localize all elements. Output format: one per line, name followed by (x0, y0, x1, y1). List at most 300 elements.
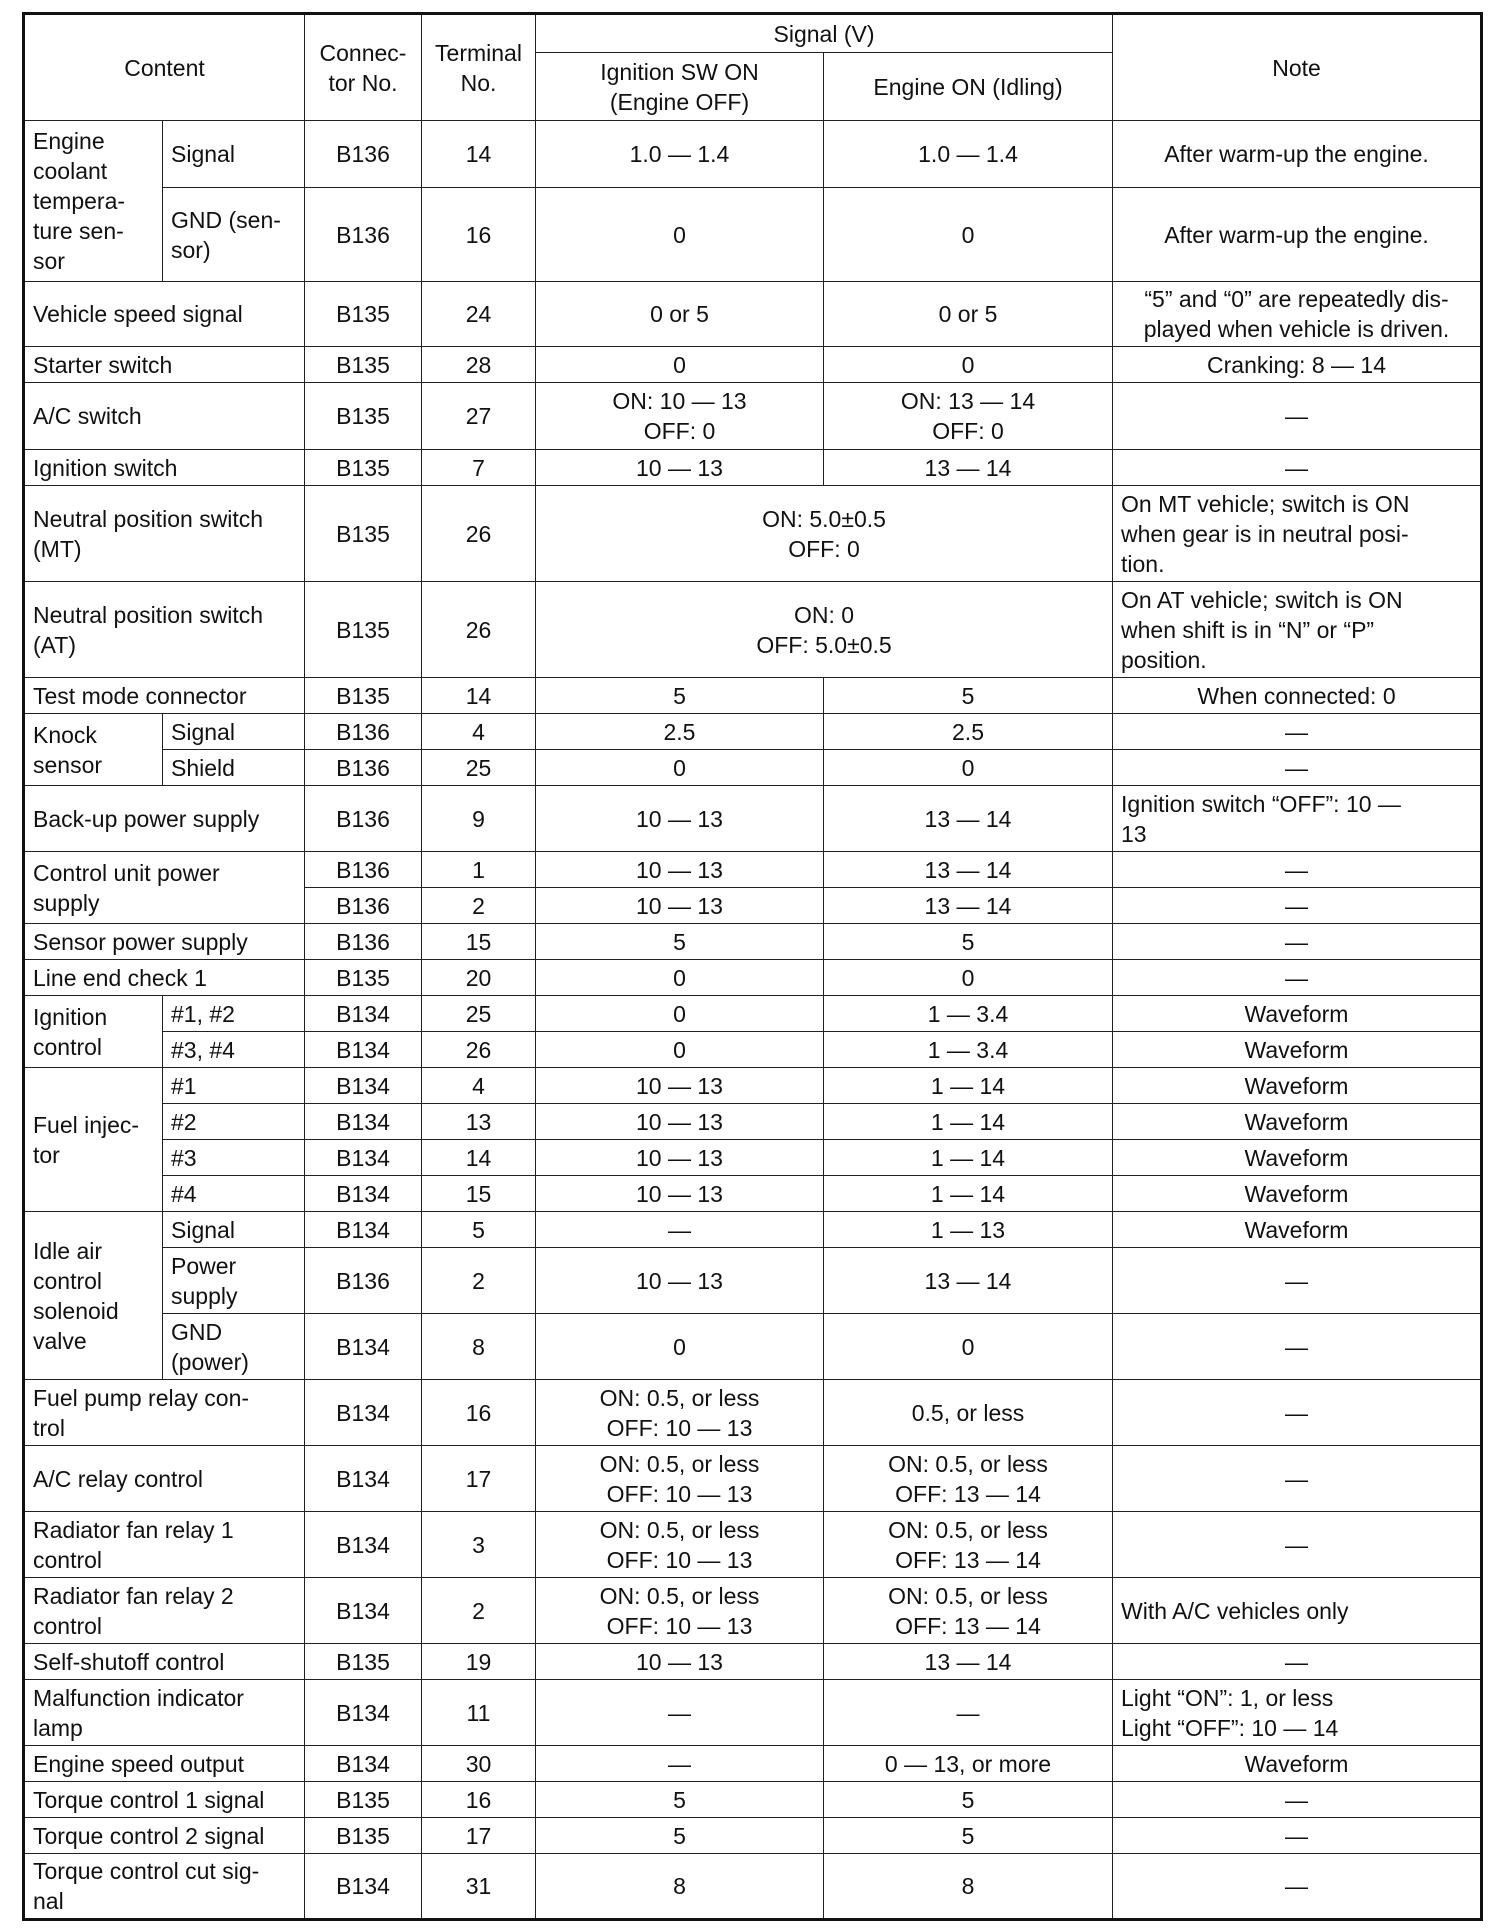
text-line: After warm-up the engine. (1164, 141, 1429, 167)
text-line: Malfunction indicator (33, 1684, 244, 1711)
connector-cell: B136 (305, 786, 422, 852)
text-line: Starter switch (33, 351, 173, 378)
text-line: 8 (961, 1873, 975, 1899)
text-line: 0 (961, 351, 975, 378)
connector-cell: B136 (305, 750, 422, 786)
text-line: 1 — 13 (930, 1216, 1006, 1243)
text-line: (power) (171, 1348, 249, 1375)
text-line: Sensor power supply (33, 928, 248, 955)
engine-on-cell (824, 996, 1113, 1032)
text-line: when gear is in neutral posi- (1121, 520, 1409, 547)
row-label (24, 786, 305, 852)
text-line: After warm-up the engine. (1164, 221, 1429, 248)
text-line: Knock (33, 721, 97, 748)
table-row (24, 852, 1482, 888)
note-cell (1113, 347, 1482, 383)
table-row (24, 1578, 1482, 1644)
ign-on-cell (536, 750, 824, 786)
text-line: 0 (673, 1000, 686, 1027)
text-line: Waveform (1244, 1036, 1349, 1063)
note-cell (1113, 960, 1482, 996)
text-line: 5 (961, 682, 975, 709)
engine-on-cell (824, 1782, 1113, 1818)
connector-cell: B135 (305, 1782, 422, 1818)
engine-on-cell (824, 888, 1113, 924)
connector-cell: B134 (305, 1176, 422, 1212)
engine-on-cell (824, 1068, 1113, 1104)
text-line: 10 — 13 (636, 1267, 723, 1294)
sub-label (163, 1248, 305, 1314)
engine-on-cell (824, 1032, 1113, 1068)
table-row (24, 786, 1482, 852)
text-line: Self-shutoff control (33, 1648, 225, 1675)
text-line: 13 — 14 (924, 454, 1012, 481)
terminal-cell: 16 (422, 188, 536, 282)
text-line: Ignition switch “OFF”: 10 — (1121, 790, 1401, 817)
sub-label (163, 1140, 305, 1176)
text-line: sensor (33, 751, 103, 778)
text-line: 10 — 13 (636, 1072, 723, 1099)
text-line: OFF: 10 — 13 (606, 1414, 753, 1441)
sub-label (163, 1176, 305, 1212)
text-line: — (1285, 1531, 1309, 1558)
connector-cell: B134 (305, 1212, 422, 1248)
terminal-cell: 2 (422, 888, 536, 924)
text-line: Cranking: 8 — 14 (1207, 351, 1386, 378)
text-line: ON: 0.5, or less (888, 1582, 1048, 1609)
table-row (24, 960, 1482, 996)
engine-on-cell (824, 1380, 1113, 1446)
text-line: coolant (33, 158, 108, 184)
note-cell (1113, 1746, 1482, 1782)
text-line: #1, #2 (171, 1000, 235, 1027)
text-line: 10 — 13 (636, 1108, 723, 1135)
row-label (24, 924, 305, 960)
ign-on-cell (536, 383, 824, 450)
text-line: Signal (171, 1216, 235, 1243)
text-line: — (1285, 754, 1309, 781)
text-line: 5 (673, 1822, 686, 1849)
row-label (24, 714, 163, 786)
connector-cell: B134 (305, 1314, 422, 1380)
text-line: 5 (673, 1786, 686, 1813)
table-row (24, 1644, 1482, 1680)
connector-cell: B136 (305, 714, 422, 750)
text-line: ON: 0.5, or less (599, 1582, 760, 1609)
text-line: Power (171, 1252, 237, 1279)
connector-cell: B135 (305, 450, 422, 486)
terminal-cell: 15 (422, 1176, 536, 1212)
note-cell (1113, 582, 1482, 678)
text-line: Torque control 2 signal (33, 1822, 265, 1849)
text-line: Waveform (1244, 1000, 1349, 1027)
text-line: lamp (33, 1714, 83, 1741)
note-cell (1113, 1380, 1482, 1446)
text-line: 13 — 14 (924, 856, 1012, 883)
text-line: Neutral position switch (33, 505, 264, 532)
text-line: A/C switch (33, 403, 142, 429)
note-cell (1113, 1512, 1482, 1578)
text-line: 5 (673, 682, 686, 709)
text-line: ON: 5.0±0.5 (762, 505, 886, 532)
note-cell (1113, 1446, 1482, 1512)
text-line: solenoid (33, 1297, 119, 1324)
text-line: 1.0 — 1.4 (629, 141, 730, 167)
engine-on-cell (824, 750, 1113, 786)
text-line: 1.0 — 1.4 (918, 141, 1018, 167)
connector-cell: B134 (305, 1854, 422, 1920)
terminal-cell: 19 (422, 1644, 536, 1680)
text-line: 10 — 13 (636, 805, 723, 832)
ign-on-cell (536, 888, 824, 924)
terminal-cell: 14 (422, 1140, 536, 1176)
connector-cell: B134 (305, 1446, 422, 1512)
text-line: 13 — 14 (924, 805, 1012, 832)
text-line: Torque control cut sig- (33, 1858, 260, 1884)
note-cell (1113, 1818, 1482, 1854)
text-line: OFF: 13 — 14 (895, 1612, 1041, 1639)
text-line: OFF: 5.0±0.5 (756, 631, 892, 658)
row-label (24, 1854, 305, 1920)
engine-on-cell (824, 1680, 1113, 1746)
text-line: ON: 13 — 14 (900, 388, 1036, 414)
text-line: control (33, 1267, 103, 1294)
text-line: Idle air (33, 1237, 103, 1264)
terminal-cell: 15 (422, 924, 536, 960)
connector-cell: B134 (305, 996, 422, 1032)
row-label (24, 383, 305, 450)
connector-cell: B135 (305, 486, 422, 582)
text-line: position. (1121, 646, 1207, 673)
text-line: Waveform (1244, 1216, 1349, 1243)
text-line: — (1285, 1822, 1309, 1849)
note-cell (1113, 1680, 1482, 1746)
text-line: Waveform (1244, 1750, 1349, 1777)
table-row (24, 188, 1482, 282)
table-row (24, 1818, 1482, 1854)
text-line: 10 — 13 (636, 856, 723, 883)
text-line: 0 (673, 1333, 686, 1360)
text-line: 0.5, or less (911, 1399, 1025, 1426)
row-label (24, 450, 305, 486)
terminal-cell: 26 (422, 582, 536, 678)
row-label (24, 121, 163, 282)
text-line: — (1285, 403, 1309, 429)
sub-label (163, 121, 305, 188)
terminal-cell: 27 (422, 383, 536, 450)
text-line: Waveform (1244, 1072, 1349, 1099)
text-line: OFF: 13 — 14 (895, 1480, 1041, 1507)
text-line: — (668, 1699, 691, 1726)
engine-on-cell (824, 1446, 1113, 1512)
text-line: ON: 0.5, or less (599, 1450, 760, 1477)
text-line: No. (460, 69, 497, 96)
note-cell (1113, 786, 1482, 852)
ign-on-cell (536, 1380, 824, 1446)
header-signal: Signal (V) (536, 14, 1113, 53)
table-row (24, 1446, 1482, 1512)
ign-on-cell (536, 960, 824, 996)
ign-on-cell (536, 1578, 824, 1644)
text-line: 5 (673, 928, 686, 955)
text-line: 10 — 13 (636, 1144, 723, 1171)
text-line: 1 — 14 (930, 1108, 1006, 1135)
text-line: 0 (673, 1036, 686, 1063)
connector-cell: B134 (305, 1380, 422, 1446)
row-label (24, 1068, 163, 1212)
text-line: supply (171, 1282, 238, 1309)
text-line: nal (33, 1888, 64, 1914)
text-line: valve (33, 1327, 87, 1354)
sub-label (163, 996, 305, 1032)
row-label (24, 486, 305, 582)
text-line: — (1285, 928, 1309, 955)
ign-on-cell (536, 1746, 824, 1782)
row-label (24, 1512, 305, 1578)
engine-on-cell (824, 852, 1113, 888)
text-line: ON: 0.5, or less (888, 1516, 1048, 1543)
text-line: 10 — 13 (636, 892, 723, 919)
signal-cell (536, 486, 1113, 582)
text-line: 13 — 14 (924, 1648, 1012, 1675)
text-line: — (1285, 856, 1309, 883)
table-row (24, 1746, 1482, 1782)
text-line: ON: 10 — 13 (612, 388, 747, 414)
table-row (24, 1782, 1482, 1818)
row-label (24, 852, 305, 924)
text-line: On AT vehicle; switch is ON (1121, 586, 1403, 613)
connector-cell: B134 (305, 1104, 422, 1140)
text-line: Waveform (1244, 1180, 1349, 1207)
row-label (24, 1680, 305, 1746)
table-row (24, 1314, 1482, 1380)
row-label (24, 1782, 305, 1818)
header-ign-on (536, 53, 824, 121)
text-line: OFF: 13 — 14 (895, 1546, 1041, 1573)
engine-on-cell (824, 1176, 1113, 1212)
table-row (24, 450, 1482, 486)
text-line: On MT vehicle; switch is ON (1121, 490, 1410, 517)
terminal-cell: 25 (422, 996, 536, 1032)
text-line: Control unit power (33, 859, 220, 886)
terminal-cell: 2 (422, 1248, 536, 1314)
text-line: Connec- (319, 39, 407, 66)
signal-table (22, 12, 1483, 1921)
text-line: tor (33, 1141, 60, 1168)
row-label (24, 347, 305, 383)
text-line: 0 or 5 (650, 301, 709, 327)
text-line: #1 (171, 1072, 197, 1099)
header-engine-on: Engine ON (Idling) (824, 53, 1113, 121)
text-line: Back-up power supply (33, 805, 260, 832)
connector-cell: B134 (305, 1068, 422, 1104)
ign-on-cell (536, 1032, 824, 1068)
text-line: Line end check 1 (33, 964, 207, 991)
table-row (24, 1140, 1482, 1176)
text-line: Shield (171, 754, 235, 781)
row-label (24, 582, 305, 678)
connector-cell: B135 (305, 1644, 422, 1680)
table-row (24, 1854, 1482, 1920)
text-line: 5 (961, 928, 975, 955)
sub-label (163, 1032, 305, 1068)
text-line: — (1285, 718, 1309, 745)
text-line: — (1285, 1399, 1309, 1426)
connector-cell: B135 (305, 582, 422, 678)
ign-on-cell (536, 1212, 824, 1248)
engine-on-cell (824, 786, 1113, 852)
text-line: OFF: 10 — 13 (606, 1480, 753, 1507)
terminal-cell: 11 (422, 1680, 536, 1746)
text-line: Neutral position switch (33, 601, 264, 628)
row-label (24, 1446, 305, 1512)
text-line: OFF: 0 (643, 418, 716, 444)
text-line: — (1285, 892, 1309, 919)
header-note: Note (1113, 14, 1482, 121)
text-line: 0 or 5 (938, 301, 998, 327)
sub-label (163, 714, 305, 750)
text-line: tor No. (328, 69, 398, 96)
text-line: OFF: 0 (788, 535, 860, 562)
terminal-cell: 4 (422, 1068, 536, 1104)
terminal-cell: 24 (422, 282, 536, 347)
note-cell (1113, 450, 1482, 486)
text-line: Waveform (1244, 1144, 1349, 1171)
ign-on-cell (536, 1446, 824, 1512)
signal-cell (536, 582, 1113, 678)
ign-on-cell (536, 1314, 824, 1380)
text-line: ON: 0.5, or less (599, 1516, 760, 1543)
text-line: — (1285, 454, 1309, 481)
note-cell (1113, 1104, 1482, 1140)
engine-on-cell (824, 1818, 1113, 1854)
engine-on-cell (824, 347, 1113, 383)
text-line: 5 (961, 1822, 975, 1849)
ign-on-cell (536, 282, 824, 347)
engine-on-cell (824, 1578, 1113, 1644)
terminal-cell: 14 (422, 121, 536, 188)
text-line: Waveform (1244, 1108, 1349, 1135)
table-row (24, 1176, 1482, 1212)
text-line: (Engine OFF) (609, 88, 750, 115)
row-label (24, 960, 305, 996)
table-row (24, 924, 1482, 960)
text-line: 1 — 14 (930, 1144, 1006, 1171)
terminal-cell: 14 (422, 678, 536, 714)
text-line: A/C relay control (33, 1465, 204, 1492)
note-cell (1113, 750, 1482, 786)
text-line: 0 (673, 964, 686, 991)
note-cell (1113, 121, 1482, 188)
table-row (24, 1032, 1482, 1068)
text-line: — (1285, 1786, 1309, 1813)
connector-cell: B134 (305, 1032, 422, 1068)
table-row (24, 582, 1482, 678)
row-label (24, 1212, 163, 1380)
row-label (24, 282, 305, 347)
ign-on-cell (536, 1680, 824, 1746)
note-cell (1113, 678, 1482, 714)
engine-on-cell (824, 282, 1113, 347)
engine-on-cell (824, 714, 1113, 750)
engine-on-cell (824, 1314, 1113, 1380)
ign-on-cell (536, 1068, 824, 1104)
note-cell (1113, 1176, 1482, 1212)
sub-label (163, 1212, 305, 1248)
text-line: (MT) (33, 535, 82, 562)
header-row (24, 14, 1482, 53)
table-row (24, 1068, 1482, 1104)
terminal-cell: 20 (422, 960, 536, 996)
ign-on-cell (536, 924, 824, 960)
connector-cell: B134 (305, 1746, 422, 1782)
table-row (24, 347, 1482, 383)
terminal-cell: 26 (422, 1032, 536, 1068)
engine-on-cell (824, 1140, 1113, 1176)
text-line: supply (33, 889, 100, 916)
text-line: When connected: 0 (1197, 682, 1396, 709)
text-line: — (1285, 1648, 1309, 1675)
table-row (24, 1680, 1482, 1746)
ign-on-cell (536, 1104, 824, 1140)
text-line: (AT) (33, 631, 77, 658)
text-line: — (956, 1699, 980, 1726)
text-line: ON: 0.5, or less (888, 1450, 1048, 1477)
note-cell (1113, 1212, 1482, 1248)
terminal-cell: 17 (422, 1818, 536, 1854)
ign-on-cell (536, 1782, 824, 1818)
text-line: Engine (33, 128, 105, 154)
engine-on-cell (824, 121, 1113, 188)
connector-cell: B136 (305, 888, 422, 924)
note-cell (1113, 996, 1482, 1032)
connector-cell: B136 (305, 852, 422, 888)
text-line: ture sen- (33, 218, 124, 244)
text-line: Fuel injec- (33, 1111, 140, 1138)
note-cell (1113, 486, 1482, 582)
text-line: tion. (1121, 550, 1165, 577)
connector-cell: B134 (305, 1578, 422, 1644)
sub-label (163, 1104, 305, 1140)
text-line: ON: 0.5, or less (599, 1384, 760, 1411)
terminal-cell: 31 (422, 1854, 536, 1920)
table-row (24, 383, 1482, 450)
text-line: 0 (961, 754, 975, 781)
header-content: Content (24, 14, 305, 121)
terminal-cell: 7 (422, 450, 536, 486)
text-line: With A/C vehicles only (1121, 1597, 1349, 1624)
ign-on-cell (536, 786, 824, 852)
text-line: control (33, 1612, 103, 1639)
terminal-cell: 8 (422, 1314, 536, 1380)
text-line: 10 — 13 (636, 1648, 723, 1675)
table-row (24, 1248, 1482, 1314)
terminal-cell: 26 (422, 486, 536, 582)
terminal-cell: 28 (422, 347, 536, 383)
note-cell (1113, 1248, 1482, 1314)
text-line: trol (33, 1414, 65, 1441)
text-line: OFF: 10 — 13 (606, 1612, 753, 1639)
text-line: Torque control 1 signal (33, 1786, 265, 1813)
text-line: GND (sen- (171, 206, 281, 233)
terminal-cell: 5 (422, 1212, 536, 1248)
terminal-cell: 9 (422, 786, 536, 852)
text-line: Fuel pump relay con- (33, 1384, 250, 1411)
terminal-cell: 4 (422, 714, 536, 750)
text-line: 10 — 13 (636, 1180, 723, 1207)
text-line: Ignition SW ON (600, 58, 759, 85)
engine-on-cell (824, 1248, 1113, 1314)
